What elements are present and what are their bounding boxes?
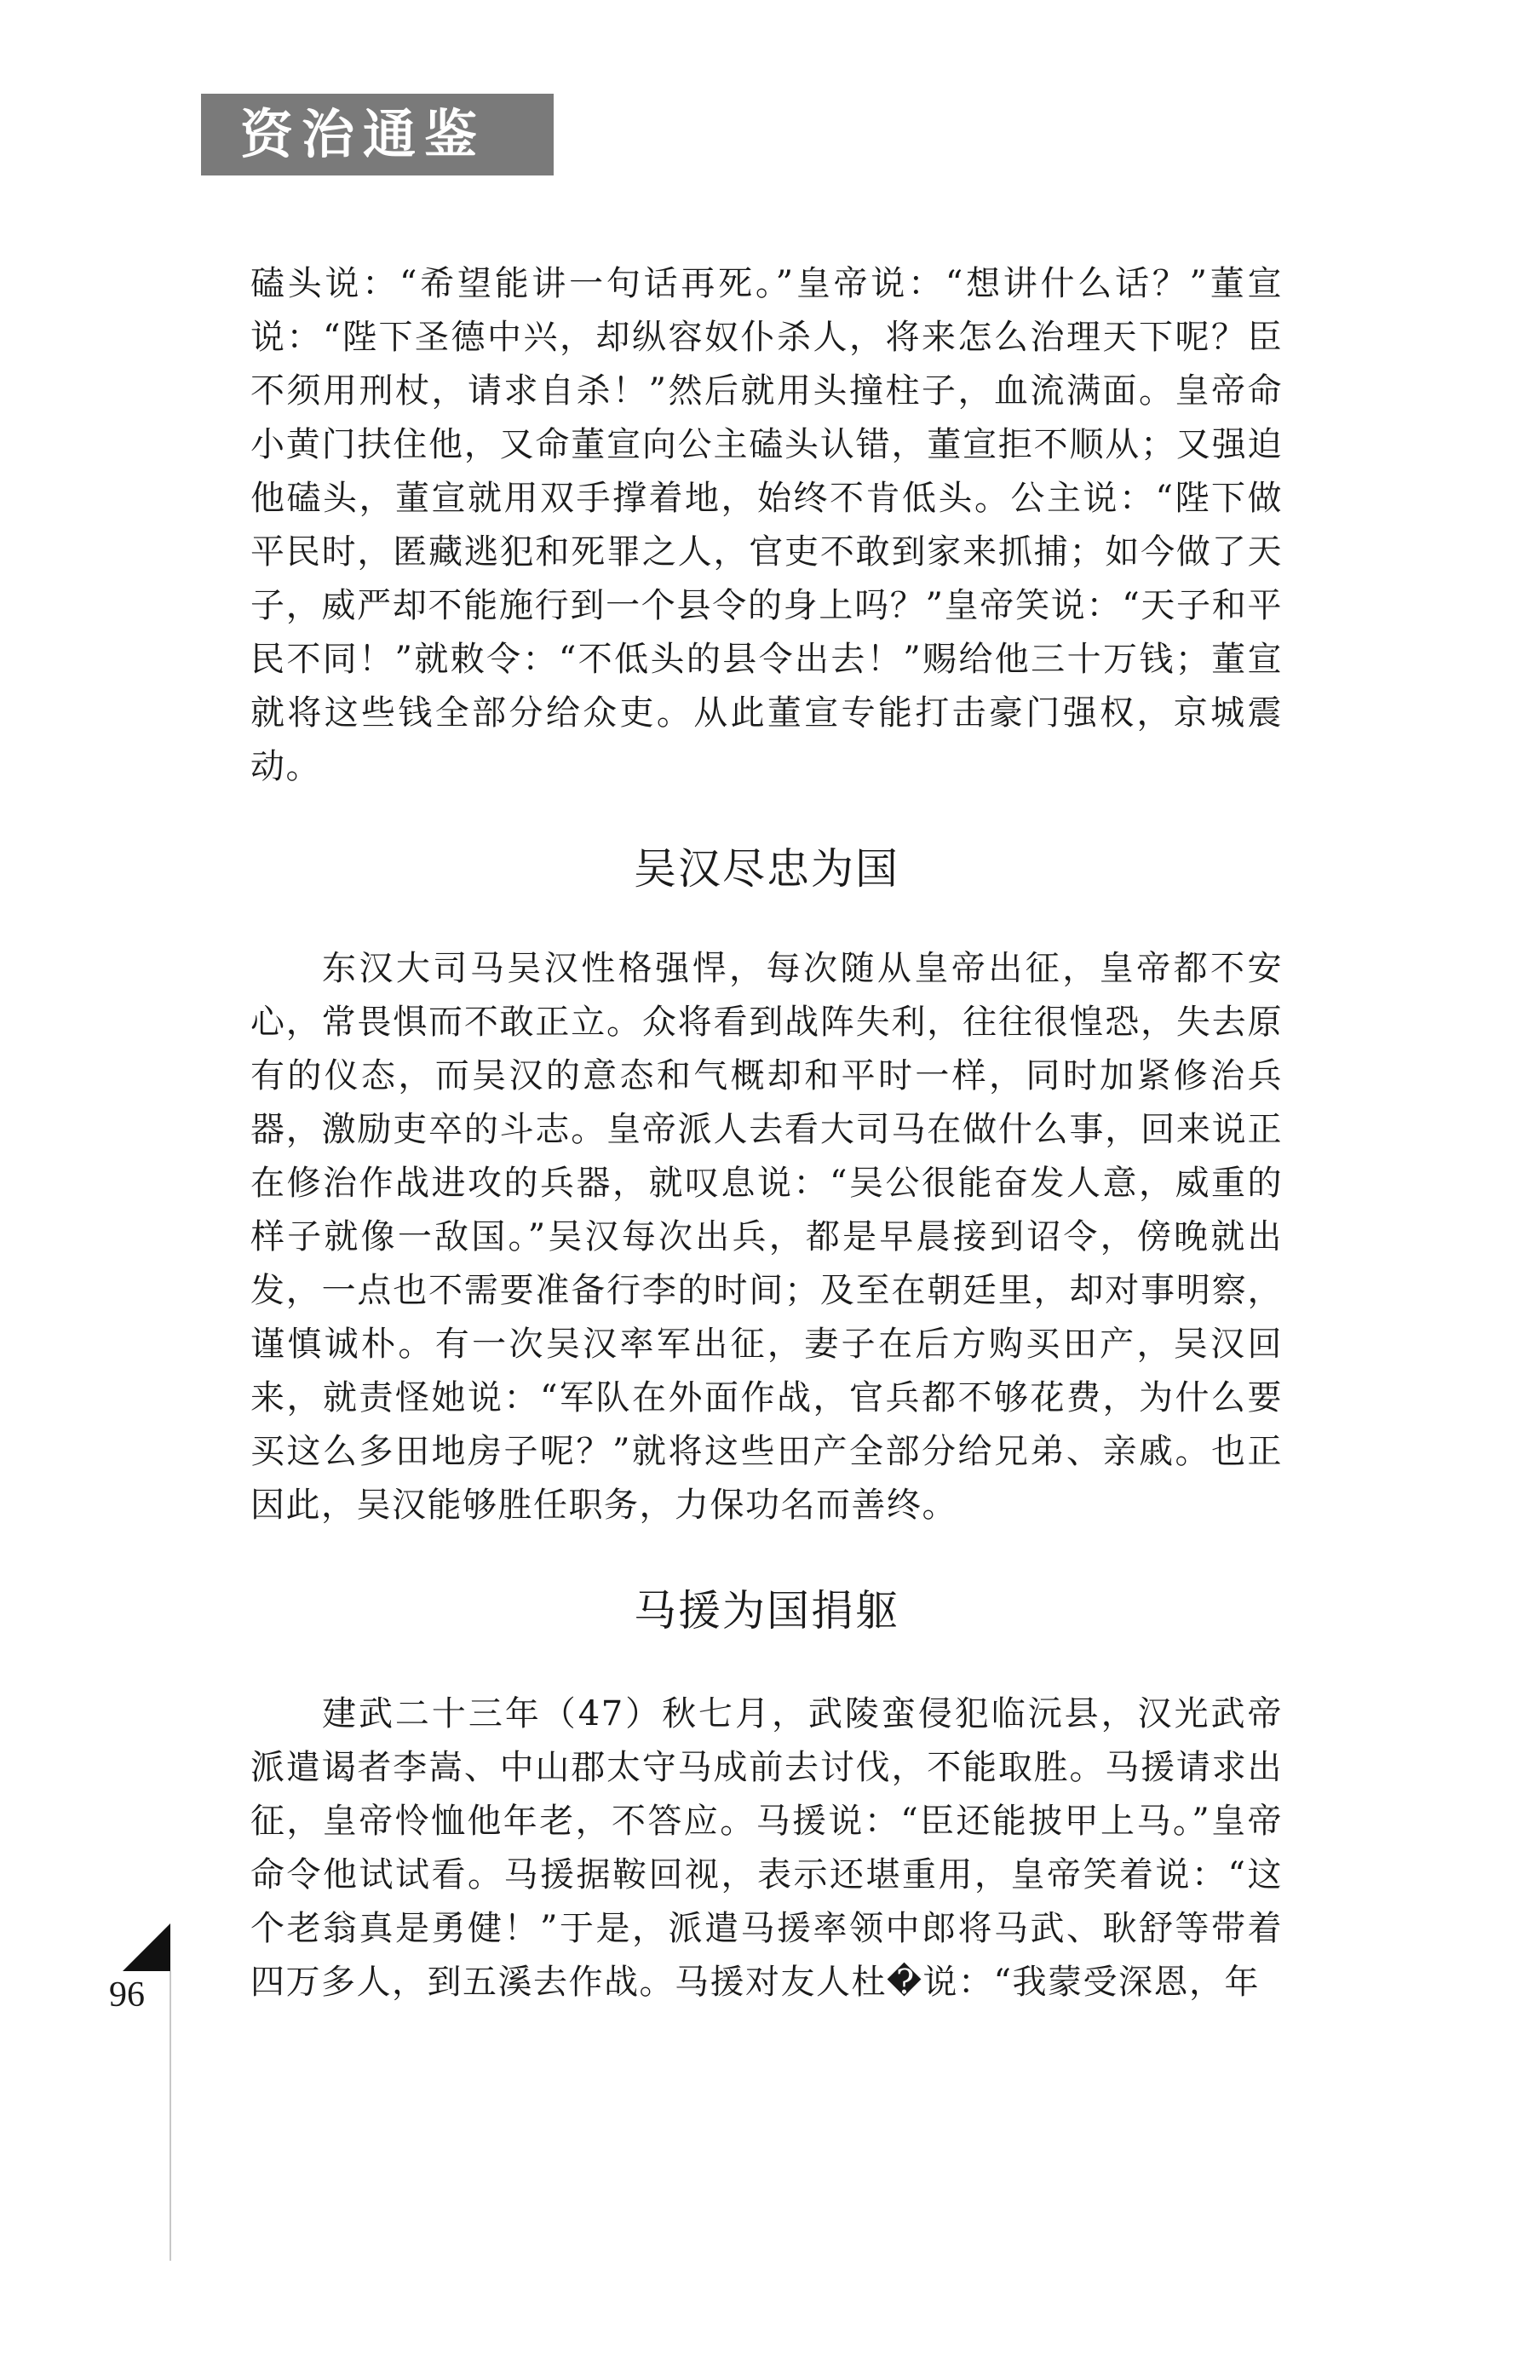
page-content: [250, 257, 1283, 2009]
section-heading-wrapper: [250, 1585, 1283, 1636]
margin-rule: [170, 1971, 171, 2261]
intro-paragraph: 磕头说：“希望能讲一句话再死。”皇帝说：“想讲什么话？”董宣说：“陛下圣德中兴，却纵容奴仆杀人，将来怎么治理天下呢？臣不须用刑杖，请求自杀！”然后就用头撞柱子，血流满面。皇帝命小黄门扶住他，又命董宣向公主磕头认错，董宣拒不顺从；又强迫他磕头，董宣就用双手撑着地，始终不肯低头。公主说：“陛下做平民时，匿藏逃犯和死罪之人，官吏不敢到家来抓捕；如今做了天子，威严却不能施行到一个县令的身上吗？”皇帝笑说：“天子和平民不同！”就敕令：“不低头的县令出去！”赐给他三十万钱；董宣就将这些钱全部分给众吏。从此董宣专能打击豪门强权，京城震动。: [250, 264, 1283, 786]
page-number: 96: [109, 1975, 145, 2015]
section-heading-ma-yuan: 马援为国捐躯: [634, 1586, 899, 1636]
section-heading-wrapper: [250, 843, 1283, 894]
wu-han-paragraph: 东汉大司马吴汉性格强悍，每次随从皇帝出征，皇帝都不安心，常畏惧而不敢正立。众将看到战阵失利，往往很惶恐，失去原有的仪态，而吴汉的意态和气概却和平时一样，同时加紧修治兵器，激励吏卒的斗志。皇帝派人去看大司马在做什么事，回来说正在修治作战进攻的兵器，就叹息说：“吴公很能奋发人意，威重的样子就像一敌国。”吴汉每次出兵，都是早晨接到诏令，傍晚就出发，一点也不需要准备行李的时间；及至在朝廷里，却对事明察，谨慎诚朴。有一次吴汉率军出征，妻子在后方购买田产，吴汉回来，就责怪她说：“军队在外面作战，官兵都不够花费，为什么要买这么多田地房子呢？”就将这些田产全部分给兄弟、亲戚。也正因此，吴汉能够胜任职务，力保功名而善终。: [250, 949, 1283, 1525]
ma-yuan-paragraph: 建武二十三年（47）秋七月，武陵蛮侵犯临沅县，汉光武帝派遣谒者李嵩、中山郡太守马成前去讨伐，不能取胜。马援请求出征，皇帝怜恤他年老，不答应。马援说：“臣还能披甲上马。”皇帝命令他试试看。马援据鞍回视，表示还堪重用，皇帝笑着说：“这个老翁真是勇健！”于是，派遣马援率领中郎将马武、耿舒等带着四万多人，到五溪去作战。马援对友人杜�说：“我蒙受深恩，年: [250, 1694, 1283, 2002]
book-title: 资治通鉴: [240, 103, 486, 165]
section-heading-wu-han: 吴汉尽忠为国: [634, 844, 899, 894]
book-title-banner: [201, 94, 554, 175]
page-corner-triangle-icon: [123, 1923, 170, 1971]
